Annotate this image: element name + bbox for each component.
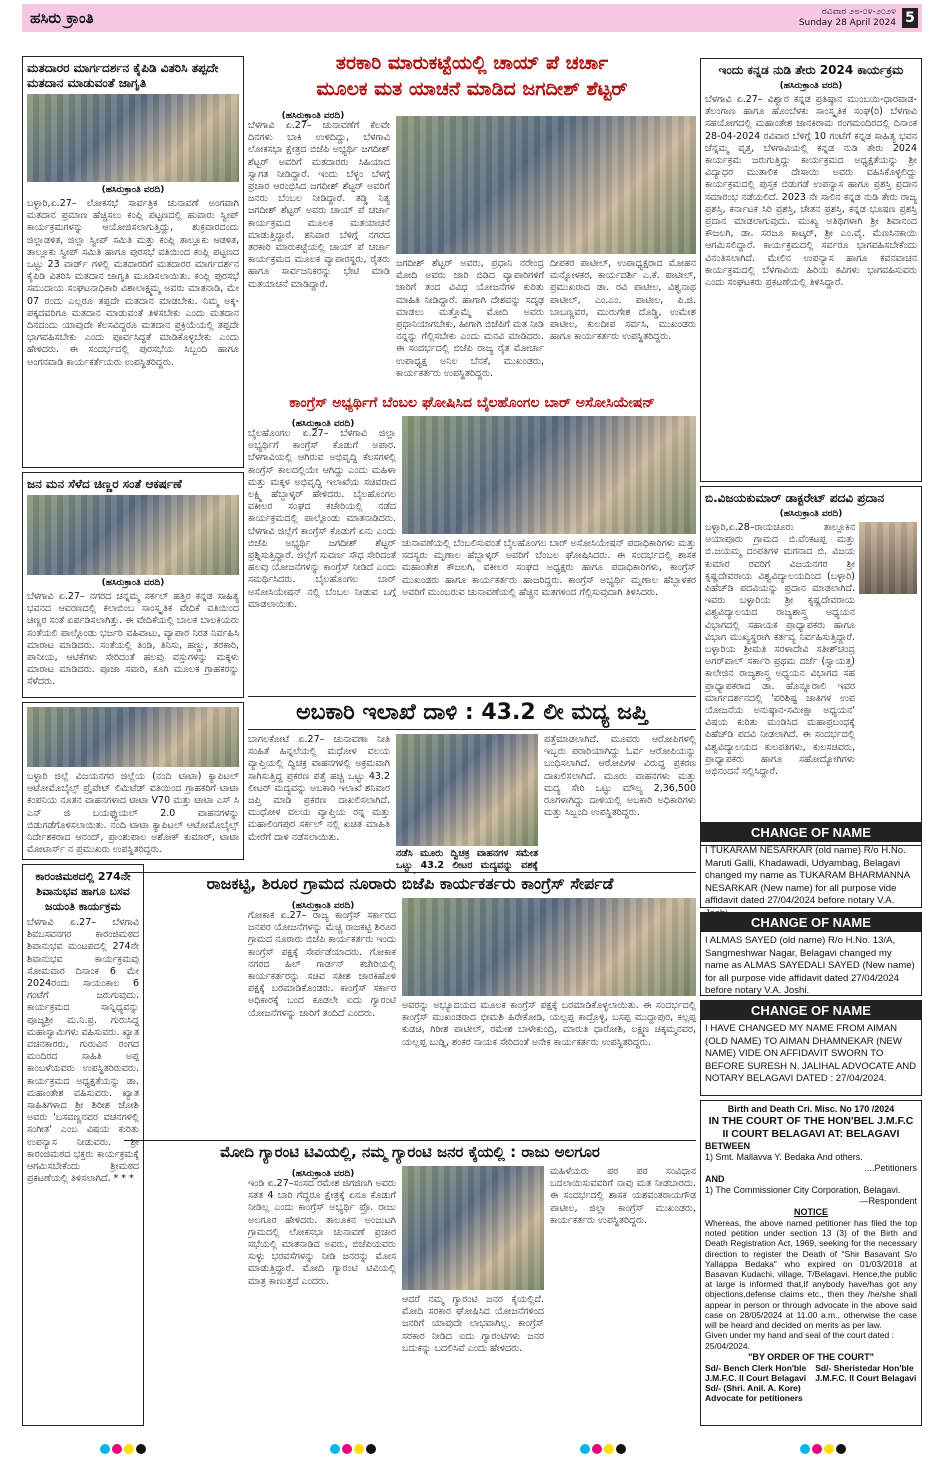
notice-2 (700, 912, 922, 996)
court-case-number: Birth and Death Cri. Misc. No 170 /2024 (727, 1104, 895, 1114)
notice-1 (700, 822, 922, 908)
congress-bar-body-left: ಬೈಲಹೊಂಗಲ ಏ.27– ಬೆಳಗಾವಿ ಜಿಲ್ಲಾ ಅಭ್ಯರ್ಥಿಗೆ ಕಾಂಗ್ರೆಸ್ ಕೊಡುಗೆ ಅಪಾರ. ಬೆಳಗಾವಿಯಲ್ಲಿ ಆಗಿರುವ ಅಭಿವೃದ್ಧಿ ಕೆಲಸಗಳಲ್ಲಿ ಕಾಂಗ್ರೆಸ್ ಕಾಲದಲ್ಲಿಯೇ ಆಗಿದ್ದು ಎಂದು ಮಹಿಳಾ ಮತ್ತು ಮಕ್ಕಳ ಅಭಿವೃದ್ಧಿ ಇಲಾಖೆಯ ಸಚಿವರಾದ ಲಕ್ಷ್ಮಿ ಹೆಬ್ಬಾಳ್ಕರ್ ಹೇಳಿದರು. ಬೈಲಹೊಂಗಲ ವಕೀಲರ ಸಂಘದ ಕಚೇರಿಯಲ್ಲಿ ನಡೆದ ಕಾರ್ಯಕ್ರಮದಲ್ಲಿ ಪಾಲ್ಗೊಂಡು ಮಾತನಾಡಿದರು. ಬೆಳಗಾವಿ ಜಿಲ್ಲೆಗೆ ಕಾಂಗ್ರೆಸ್ ಕೊಡುಗೆ ಏನು ಎಂದು ಬಿಜೆಪಿ ಅಭ್ಯರ್ಥಿ ಜಗದೀಶ್ ಶೆಟ್ಟರ್ ಪ್ರಶ್ನಿಸುತ್ತಿದ್ದಾರೆ. ಜಿಲ್ಲೆಗೆ ಸುವರ್ಣ ಸೌಧ ಸೇರಿದಂತೆ ಹಲವು ಯೋಜನೆಗಳನ್ನು ಕಾಂಗ್ರೆಸ್ ನೀಡಿದೆ ಎಂದು ಸಮರ್ಥಿಸಿದರು. ಬೈಲಹೊಂಗಲ ಬಾರ್ ಅಸೋಸಿಯೇಷನ್ ನಲ್ಲಿ ಬೆಂಬಲ ನೀಡುವ ಬಗ್ಗೆ ಮಾಡಲಾಯಿತು. (248, 428, 396, 610)
portrait-photo (859, 522, 917, 594)
court-notice-heading: NOTICE (793, 1207, 828, 1217)
byline: (ಹಸಿರುಕ್ರಾಂತಿ ವರದಿ) (281, 111, 345, 121)
registration-marks-left (100, 1444, 146, 1454)
notice-body: I HAVE CHANGED MY NAME FROM AIMAN (OLD NAME) TO AIMAN DHAMNEKAR (NEW NAME) VIDE ON AFFIDAVIT SWORN TO BEFORE SURESH N. JALIHAL ADVOCATE AND NOTARY BELAGAVI DATED : 27/04/2024. (705, 1023, 917, 1084)
congress-bar-headline: ಕಾಂಗ್ರೆಸ್ ಅಭ್ಯರ್ಥಿಗೆ ಬೆಂಬಲ ಘೋಷಿಸಿದ ಬೈಲಹೊಂಗಲ ಬಾರ್ ಅಸೋಸಿಯೇಷನ್ (289, 395, 655, 411)
article-body: ಬಳ್ಳಾರಿ,ಏ.28–ರಾಯಚೂರು ತಾಲ್ಲೂಕಿನ ಅಯಾಪೂರು ಗ್ರಾಮದ ಬಿ.ವೆಂಕಟಪ್ಪ ಮತ್ತು ಬಿ.ಜಯಮ್ಮ ದಂಪತಿಗಳ ಮಗನಾದ ಬಿ. ವಿಜಯ ಕುಮಾರ ರವರಿಗೆ ವಿಜಯನಗರ ಶ್ರೀ ಕೃಷ್ಣದೇವರಾಯ ವಿಶ್ವವಿದ್ಯಾಲಯದಿಂದ (ಬಳ್ಳಾರಿ) ಪಿಹೆಚ್‌ಡಿ ಪದವಿಯನ್ನು ಪ್ರದಾನ ಮಾಡಲಾಗಿದೆ. ಇವರು ಬಳ್ಳಾರಿಯ ಶ್ರೀ ಕೃಷ್ಣದೇವರಾಯ ವಿಶ್ವವಿದ್ಯಾಲಯದ ರಾಜ್ಯಶಾಸ್ತ್ರ ಅಧ್ಯಯನ ವಿಭಾಗದಲ್ಲಿ ಸಹಾಯಕ ಪ್ರಾಧ್ಯಾಪಕರು ಹಾಗೂ ವಿಭಾಗ ಮುಖ್ಯಸ್ಥರಾಗಿ ಕರ್ತವ್ಯ ನಿರ್ವಹಿಸುತ್ತಿದ್ದಾರೆ. ಬಳ್ಳಾರಿಯ ಶ್ರೀಮತಿ ಸರಳಾದೇವಿ ಸತೀಶ್‌ಚಂದ್ರ ಅಗರ್‌ವಾಲ್ ಸರ್ಕಾರಿ ಪ್ರಥಮ ದರ್ಜೆ (ಸ್ವಾಯತ್ತ) ಕಾಲೇಜಿನ ರಾಜ್ಯಶಾಸ್ತ್ರ ಅಧ್ಯಯನ ವಿಭಾಗದ ಸಹ ಪ್ರಾಧ್ಯಾಪಕರಾದ ಡಾ. ಹೊನ್ನೂರಾಲಿ ಇವರ ಮಾರ್ಗದರ್ಶನದಲ್ಲಿ 'ಪರಿಶಿಷ್ಟ ಜಾತಿಗಳ ಉಪ ಯೋಜನೆಯ ಅನುಷ್ಠಾನ-ಸಮೀಕ್ಷಾ ಅಧ್ಯಯನ' ವಿಷಯ ಕುರಿತು ಮಂಡಿಸಿದ ಮಹಾಪ್ರಬಂಧಕ್ಕೆ ಪಿಹೆಚ್‌ಡಿ ಪದವಿ ನೀಡಲಾಗಿದೆ. ಈ ಸಂದರ್ಭದಲ್ಲಿ ವಿಶ್ವವಿದ್ಯಾಲಯದ ಕುಲಪತಿಗಳು, ಕುಲಸಚಿವರು, ಪ್ರಾಧ್ಯಾಪಕರು ಹಾಗೂ ಸಹೋದ್ಯೋಗಿಗಳು ಅಭಿನಂದನೆ ಸಲ್ಲಿಸಿದ್ದಾರೆ. (705, 522, 855, 778)
lead-headline-line1: ತರಕಾರಿ ಮಾರುಕಟ್ಟೆಯಲ್ಲಿ ಚಾಯ್ ಪೆ ಚರ್ಚಾ (335, 52, 609, 74)
article-voter-guide (22, 56, 244, 468)
notice-body: I ALMAS SAYED (old name) R/o H.No. 13/A, Sangmeshwar Nagar, Belagavi changed my name as ALMAS SAYEDALI SAYED (New name) for all purpose vide affidavit dated 27/04/2024 before notary V.A. Joshi. (705, 935, 915, 996)
modi-headline: ಮೋದಿ ಗ್ಯಾರಂಟಿ ಟಿವಿಯಲ್ಲಿ, ನಮ್ಮ ಗ್ಯಾರಂಟಿ ಜನರ ಕೈಯಲ್ಲಿ : ರಾಜು ಅಲಗೂರ (124, 1140, 696, 1163)
court-notice-body: Whereas, the above named petitioner has filed the top noted petition under section 13 (3) of the Birth and Death Registration Act, 1969, seeking for the necessary direction to register the Death of "Shir Basavant S/o Yallappa Bedaka" who expired on 01/03/2018 at Basavan Kudachi, village, T/Belagavi. Hence,the public at large is informed that,If anybody have/has got any objections,defense claims etc., then they /he/she shall appear in person or through advocate in the above said case on 28/05/2024 at 11.00 a.m., otherwise the case will be heard and decided on merits as per law. (705, 1218, 917, 1331)
byline: (ಹಸಿರುಕ್ರಾಂತಿ ವರದಿ) (779, 81, 843, 91)
court-signature-sheristedar: Sd/- Sheristedar Hon'ble J.M.F.C. II Court Belagavi (815, 1363, 917, 1384)
article-doctorate (700, 486, 922, 846)
lead-body-b: ಜಗದೀಶ್ ಶೆಟ್ಟರ್ ಅವರು, ಪ್ರಧಾನಿ ನರೇಂದ್ರ ಮೋದಿ ಅವರು ಜಾರಿ ಬಿಡಿದ ವ್ಯಾಪಾರಿಗಳಿಗೆ ಜಾರಿಗೆ ತಂದ ವಿವಿಧ ಯೋಜನೆಗಳ ಕುರಿತು ಮಾಹಿತಿ ನೀಡಿದ್ದಾರೆ. ಹಾಗಾಗಿ ದೇಶವನ್ನು ಸದೃಢ ಮಾಡಲು ಮತ್ತೊಮ್ಮೆ ಮೋದಿ ಅವರು ಪ್ರಧಾನಿಯಾಗಬೇಕು, ಹೀಗಾಗಿ ಬಿಜೆಪಿಗೆ ಮತ ನೀಡಿ ನನ್ನನ್ನು ಗೆಲ್ಲಿಸಬೇಕು ಎಂದು ಮನವಿ ಮಾಡಿದರು. ಈ ಸಂದರ್ಭದಲ್ಲಿ ಬಿಜೆಪಿ ರಾಜ್ಯ ರೈತ ಮೋರ್ಚಾ ಉಪಾಧ್ಯಕ್ಷ ಅನಿಲ ಬೆನಕೆ, ಮುಖಂಡರು, ಕಾರ್ಯಕರ್ತರು ಉಪಸ್ಥಿತರಿದ್ದರು. (396, 258, 544, 379)
lead-headline-line2: ಮೂಲಕ ಮತ ಯಾಚನೆ ಮಾಡಿದ ಜಗದೀಶ್ ಶೆಟ್ಟರ್ (316, 78, 628, 100)
article-photo (27, 495, 239, 575)
court-given-line: Given under my hand and seal of the court dated : 25/04/2024. (705, 1330, 895, 1352)
notice-title: CHANGE OF NAME (701, 823, 921, 842)
article-photo (27, 707, 239, 767)
excise-caption: ನಡೆಸಿ ಮೂರು ದ್ವಿಚಕ್ರ ವಾಹನಗಳ ಸಮೇತ ಒಟ್ಟು 43.2 ಲೀಟರ ಮದ್ಯವನ್ನು ವಶಕ್ಕೆ (396, 848, 538, 872)
court-signature-bench-clerk: Sd/- Bench Clerk Hon'ble J.M.F.C. II Court Belagavi (705, 1363, 807, 1384)
excise-headline: ಅಬಕಾರಿ ಇಲಾಖೆ ದಾಳಿ : 43.2 ಲೀ ಮದ್ಯ ಜಪ್ತಿ (248, 696, 696, 730)
lead-photo (396, 116, 696, 254)
excise-body-right: ಪತ್ತೆಮಾಡಲಾಗಿದೆ. ಮೂವರು ಆರೋಪಿಗಳಲ್ಲಿ ಇಬ್ಬರು ಪರಾರಿಯಾಗಿದ್ದು ಓರ್ವ ಆರೋಪಿಯನ್ನು ಬಂಧಿಸಲಾಗಿದೆ. ಆರೋಪಿಗಳ ವಿರುದ್ಧ ಪ್ರಕರಣ ದಾಖಲಿಸಲಾಗಿದೆ. ಮೂರು ವಾಹನಗಳು ಮತ್ತು ಮದ್ಯ ಸೇರಿ ಒಟ್ಟು ಮೌಲ್ಯ 2,36,500 ರೂಗಳಾಗಿದ್ದು ದಾಳಿಯಲ್ಲಿ ಅಬಕಾರಿ ಅಧಿಕಾರಿಗಳು ಮತ್ತು ಸಿಬ್ಬಂದಿ ಉಪಸ್ಥಿತರಿದ್ದರು. (544, 734, 696, 819)
raibag-headline: ರಾಜಕಟ್ಟಿ, ಶಿರೂರ ಗ್ರಾಮದ ನೂರಾರು ಬಿಜೆಪಿ ಕಾರ್ಯಕರ್ತರು ಕಾಂಗ್ರೆಸ್ ಸೇರ್ಪಡೆ (124, 872, 696, 895)
court-between: BETWEEN (705, 1141, 750, 1151)
raibag-body-right: ಅವರನ್ನು ಅಭ್ಯೂದಯದ ಮೂಲಕ ಕಾಂಗ್ರೆಸ್ ಪಕ್ಷಕ್ಕೆ ಬರಮಾಡಿಕೊಳ್ಳಲಾಯಿತು. ಈ ಸಂದರ್ಭದಲ್ಲಿ ಕಾಂಗ್ರೆಸ್ ಮುಖಂಡರಾದ ಭೀಮಶಿ ಹಿರೇಕೋಡಿ, ಯಲ್ಲಪ್ಪ ಕಾದ್ರೊಳ್ಳಿ, ಬಸಪ್ಪ ಮುದ್ದಾಪುರ, ಕಲ್ಲಪ್ಪ ಕುಡಚಿ, ಗಿರೀಶ ಪಾಟೀಲ್, ರಮೇಶ ಬಾಳೇಕುಂದ್ರಿ, ಮಾರುತಿ ಧಾರೋಶಿ, ಲಕ್ಷ್ಮಣ ಚಿಕ್ಕಮ್ಮನವರ, ಯಲ್ಲಪ್ಪ ಬುಡ್ನಿ, ಶಂಕರ ನಾಯಕ ಸೇರಿದಂತೆ ಅನೇಕ ಕಾರ್ಯಕರ್ತರು ಉಪಸ್ಥಿತರಿದ್ದರು. (402, 1000, 696, 1048)
left-column (22, 36, 244, 1426)
article-children-market (22, 472, 244, 698)
court-order-line: "BY ORDER OF THE COURT" (748, 1352, 874, 1363)
excise-body-left: ಬಾಗಲಕೋಟೆ ಏ.27– ಚುನಾವಣಾ ನೀತಿ ಸಂಹಿತೆ ಹಿನ್ನಲೆಯಲ್ಲಿ ಮಧೋಳ ವಲಯ ವ್ಯಾಪ್ತಿಯಲ್ಲಿ ದ್ವಿಚಕ್ರ ವಾಹನಗಳಲ್ಲಿ ಅಕ್ರಮವಾಗಿ ಸಾಗಿಸುತ್ತಿದ್ದ ಪ್ರಕರಣ ಪತ್ತೆ ಹಚ್ಚಿ ಒಟ್ಟು 43.2 ಲೀಟರ್ ಮದ್ಯವನ್ನು ಅಬಕಾರಿ ಇಲಾಖೆ ಶನಿವಾರ ಜಪ್ತಿ ಮಾಡಿ ಪ್ರಕರಣ ದಾಖಲಿಸಲಾಗಿದೆ. ಮುಧೋಳ ವಲಯ ವ್ಯಾಪ್ತಿಯ ರನ್ನ ಮತ್ತು ಮಹಾಲಿಂಗಪುರ ಸರ್ಕಲ್ ನಲ್ಲಿ ಖಚಿತ ಮಾಹಿತಿ ಮೇರೆಗೆ ದಾಳಿ ನಡೆಸಲಾಯಿತು. (248, 734, 390, 843)
date-english: Sunday 28 April 2024 (798, 18, 896, 28)
byline: (ಹಸಿರುಕ್ರಾಂತಿ ವರದಿ) (291, 1169, 355, 1179)
article-title: ಮತದಾರರ ಮಾರ್ಗದರ್ಶನ ಕೈಪಿಡಿ ವಿತರಿಸಿ ತಪ್ಪದೇ ಮತದಾನ ಮಾಡುವಂತೆ ಜಾಗೃತಿ (27, 61, 219, 90)
article-title: ಇಂದು ಕನ್ನಡ ನುಡಿ ತೇರು 2024 ಕಾರ್ಯಕ್ರಮ (718, 63, 904, 77)
modi-body-right: ಮಹಿಳೆಯರು ಪರ ಪರ ಸಂವಿಧಾನ ಬದಲಾಯಿಸುವವರಿಗೆ ನಾವು ಮತ ನೀಡಬಾರದು. ಈ ಸಂದರ್ಭದಲ್ಲಿ ಶಾಸಕ ಯಶವಂತರಾಯಗೌಡ ಪಾಟೀಲ, ಜಿಲ್ಲಾ ಕಾಂಗ್ರೆಸ್ ಮುಖಂಡರು, ಕಾರ್ಯಕರ್ತರು ಉಪಸ್ಥಿತರಿದ್ದರು. (550, 1166, 696, 1226)
article-title: ಬಿ.ವಿಜಯಕುಮಾರ್ ಡಾಕ್ಟರೇಟ್ ಪದವಿ ಪ್ರದಾನ (705, 491, 885, 505)
court-signatures (705, 1363, 917, 1383)
article-title: ಜನ ಮನ ಸೆಳೆದ ಚಿಣ್ಣರ ಸಂತೆ ಆಕರ್ಷಣೆ (27, 477, 182, 491)
raibag-body-left: ಗೋಕಾಕ ಏ.27– ರಾಜ್ಯ ಕಾಂಗ್ರೆಸ್ ಸರ್ಕಾರದ ಜನಪರ ಯೋಜನೆಗಳನ್ನು ಮೆಚ್ಚಿ ರಾಜಕಟ್ಟಿ ಶಿರೂರ ಗ್ರಾಮದ ನೂರಾರು ಬಿಜೆಪಿ ಕಾರ್ಯಕರ್ತರು ಇಂದು ಕಾಂಗ್ರೆಸ್ ಪಕ್ಷಕ್ಕೆ ಸೇರ್ಪಡೆಯಾದರು. ಗೋಕಾಕ ನಗರದ ಹಿಲ್ ಗಾರ್ಡನ್ ಕಚೇರಿಯಲ್ಲಿ ಕಾರ್ಯಕರ್ತರನ್ನು ಸಚಿವ ಸತೀಶ ಜಾರಕಿಹೊಳಿ ಪಕ್ಷಕ್ಕೆ ಬರಮಾಡಿಕೊಂಡರು. ಕಾಂಗ್ರೆಸ್ ಸರ್ಕಾರ ಅಧಿಕಾರಕ್ಕೆ ಬಂದ ಕೂಡಲೇ ಐದು ಗ್ಯಾರಂಟಿ ಯೋಜನೆಗಳನ್ನು ಜಾರಿಗೆ ತಂದಿದೆ ಎಂದರು. (248, 910, 396, 1019)
court-notice (700, 1100, 922, 1426)
congress-bar-body-right: ಚುನಾವಣೆಯಲ್ಲಿ ಬೆಂಬಲಿಸುವಂತೆ ಬೈಲಹೊಂಗಲ ಬಾರ್ ಅಸೋಸಿಯೇಷನ್ ಪದಾಧಿಕಾರಿಗಳು ಮತ್ತು ಸದಸ್ಯರು ಮೃಣಾಲ ಹೆಬ್ಬಾಳ್ಕರ್ ಅವರಿಗೆ ಬೆಂಬಲ ಘೋಷಿಸಿದರು. ಈ ಸಂದರ್ಭದಲ್ಲಿ ಶಾಸಕ ಮಹಾಂತೇಶ ಕೌಜಲಗಿ, ವಕೀಲರ ಸಂಘದ ಅಧ್ಯಕ್ಷರು ಹಾಗೂ ಪದಾಧಿಕಾರಿಗಳು, ಕಾಂಗ್ರೆಸ್ ಮುಖಂಡರು ಹಾಗೂ ಕಾರ್ಯಕರ್ತರು ಹಾಜರಿದ್ದರು. ಕಾಂಗ್ರೆಸ್ ಅಭ್ಯರ್ಥಿ ಮೃಣಾಲ ಹೆಬ್ಬಾಳಕರ ಅವರಿಗೆ ಮುಂಬರುವ ಚುನಾವಣೆಯಲ್ಲಿ ಹೆಚ್ಚಿನ ಮತಗಳಿಂದ ಗೆಲ್ಲಿಸುವುದಾಗಿ ತಿಳಿಸಿದರು. (402, 538, 696, 598)
article-body: ಬಳ್ಳಾರಿ ಜಿಲ್ಲೆ ವಿಜಯನಗರ ಜಿಲ್ಲೆಯ (ನಂದಿ ಟಾಟಾ) ಕ್ಯಾಪಿಟಲ್ ಆಟೋಮೊಬೈಲ್ಸ್ ಪ್ರೈವೇಟ್ ಲಿಮಿಟೆಡ್ ವತಿಯಿಂದ ಗ್ರಾಹಕರಿಗೆ ಟಾಟಾ ಕಂಪನಿಯ ನೂತನ ವಾಹನಗಳಾದ ಟಾಟಾ V70 ಮತ್ತು ಟಾಟಾ ಎಸ್ ಸಿ ಎನ್ ಜಿ ಬಯಫ್ಯುಯಲ್ 2.0 ವಾಹನಗಳನ್ನು ಬಿಡುಗಡೆಗೊಳಿಸಲಾಯಿತು. ನಂದಿ ಟಾಟಾ ಕ್ಯಾಪಿಟಲ್ ಆಟೋಮೊಬೈಲ್ಸ್ ನಿರ್ದೇಶಕರಾದ ಆನಂದ್, ಪ್ರಾಂಶುಪಾಲ ಅಶೋಕ್ ಕುಮಾರ್, ಟಾಟಾ ಮೋಟಾರ್ಸ್ ನ ಪ್ರಮುಖರು ಉಪಸ್ಥಿತರಿದ್ದರು. (27, 771, 239, 855)
congress-bar-photo (402, 416, 696, 534)
article-title: ಕಾರಂಜಿಮಠದಲ್ಲಿ 274ನೇ ಶಿವಾನುಭವ ಹಾಗೂ ಬಸವ ಜಯಂತಿ ಕಾರ್ಯಕ್ರಮ (35, 870, 131, 913)
center-section (206, 36, 696, 1426)
article-body: ಬೆಳಗಾವಿ ಏ.27– ಬೆಳಗಾವಿ ಶಿವಬಸವನಗರ ಕಾರಂಜಿಮಠದ ಶಿವಾನುಭವ ಮಂಟಪದಲ್ಲಿ 274ನೇ ಶಿವಾನುಭವ ಕಾರ್ಯಕ್ರಮವು ಸೋಮವಾರ ದಿನಾಂಕ 6 ಮೇ 2024ರಂದು ಸಾಯಂಕಾಲ 6 ಗಂಟೆಗೆ ಜರುಗುವುದು. ಕಾರ್ಯಕ್ರಮದ ಸಾನ್ನಿಧ್ಯವನ್ನು ಪೂಜ್ಯಶ್ರೀ ಮ.ನಿ.ಪ್ರ. ಗುರುಸಿದ್ಧ ಮಹಾಸ್ವಾಮಿಗಳು ವಹಿಸುವರು. ಖ್ಯಾತ ವಚನಕಾರರು, ಗುರುವಿನ ರಂಗದ ಮಂದಿರದ ಸಾಹಿತಿ ಅಪ್ಪ ಕಾಂಬಳೆಯವರು ಉಪಸ್ಥಿತರಿರುವರು. ಕಾರ್ಯಕ್ರಮದ ಅಧ್ಯಕ್ಷತೆಯನ್ನು ಡಾ. ಮಹಾಂತೇಶ ವಹಿಸುವರು. ಖ್ಯಾತ ಸಾಹಿತಿಗಳಾದ ಶ್ರೀ ಶಿರೀಶ ಜೋಶಿ ಅವರು 'ಬಸವಣ್ಣನವರ ವಚನಗಳಲ್ಲಿ ಸಂಗೀತ' ಎಂಬ ವಿಷಯ ಕುರಿತು ಉಪನ್ಯಾಸ ನೀಡುವರು. ಶ್ರೀ ಕಾರಂಜಿಮಠದ ಭಕ್ತರು ಕಾರ್ಯಕ್ರಮಕ್ಕೆ ಆಗಮಿಸಬೇಕೆಂದು ಶ್ರೀಮಠದ ಪ್ರಕಟಣೆಯಲ್ಲಿ ತಿಳಿಸಲಾಗಿದೆ. * * * (27, 917, 139, 1185)
byline: (ಹಸಿರುಕ್ರಾಂತಿ ವರದಿ) (101, 578, 165, 588)
masthead-date (799, 7, 896, 29)
lead-body-a: ಬೆಳಗಾವಿ ಏ.27– ಚುನಾವಣೆಗೆ ಕೆಲವೇ ದಿನಗಳು ಬಾಕಿ ಉಳಿದಿದ್ದು, ಬೆಳಗಾವಿ ಲೋಕಸಭಾ ಕ್ಷೇತ್ರದ ಬಿಜೆಪಿ ಅಭ್ಯರ್ಥಿ ಜಗದೀಶ್ ಶೆಟ್ಟರ್ ಅವರಿಗೆ ಮತದಾರರು ಸಿಹಿಯಾದ ಸ್ವಾಗತ ನೀಡಿದ್ದಾರೆ. ಇಂದು ಬೆಳ್ಳಂ ಬೆಳಗ್ಗೆ ಪ್ರಚಾರ ಆರಂಭಿಸಿದ ಜಗದೀಶ್ ಶೆಟ್ಟರ್ ಅವರಿಗೆ ಜನರು ಬೆಂಬಲ ನೀಡಿದ್ದಾರೆ. ತಡ್ಡಿ ನಿತ್ಯ ಜಗದೀಶ್ ಶೆಟ್ಟರ್ ಅವರು ಚಾಯ್ ಪೆ ಚರ್ಚಾ ಕಾರ್ಯಕ್ರಮದ ಮೂಲಕ ಮತಯಾಚನೆ ಮಾಡುತ್ತಿದ್ದಾರೆ. ಶನಿವಾರ ಬೆಳಿಗ್ಗೆ ನಗರದ ತರಕಾರಿ ಮಾರುಕಟ್ಟೆಯಲ್ಲಿ ಚಾಯ್ ಪೆ ಚರ್ಚಾ ಕಾರ್ಯಕ್ರಮದ ಮೂಲಕ ವ್ಯಾಪಾರಸ್ಥರು, ರೈತರು ಹಾಗೂ ಸಾರ್ವಜನಿಕರನ್ನು ಭೇಟಿ ಮಾಡಿ ಮತಯಾಚನೆ ಮಾಡಿದ್ದಾರೆ. (248, 120, 390, 290)
right-column (700, 36, 922, 1426)
article-kannada-nudi (700, 58, 922, 482)
court-and: AND (705, 1174, 725, 1184)
notice-title: CHANGE OF NAME (701, 913, 921, 932)
page-number: 5 (902, 8, 918, 28)
registration-marks-right (800, 1444, 846, 1454)
modi-body-mid: ಆದರೆ ನಮ್ಮ ಗ್ಯಾರಂಟಿ ಜನರ ಕೈಯಲ್ಲಿದೆ. ಮೋದಿ ಸರಕಾರ ಘೋಷಿಸಿದ ಯೋಜನೆಗಳಿಂದ ಜನರಿಗೆ ಯಾವುದೇ ಲಾಭವಾಗಿಲ್ಲ. ಕಾಂಗ್ರೆಸ್ ಸರಕಾರ ನೀಡಿದ ಐದು ಗ್ಯಾರಂಟಿಗಳು ಜನರ ಬದುಕನ್ನು ಬದಲಿಸಿವೆ ಎಂದು ಹೇಳಿದರು. (402, 1294, 544, 1354)
byline: (ಹಸಿರುಕ್ರಾಂತಿ ವರದಿ) (101, 185, 165, 195)
court-petitioners: ....Petitioners (864, 1163, 917, 1173)
raibag-photo (402, 898, 696, 996)
notice-body: I TUKARAM NESARKAR (old name) R/o H.No. Maruti Galli, Khadawadi, Udyambag, Belagavi changed my name as TUKARAM BHARMANNA NESARKAR (New name) for all purpose vide affidavit dated 27/04/2024 before notary V.A. (705, 845, 910, 906)
article-body: ಬಳ್ಳಾರಿ,ಏ.27– ಲೋಕಸಭೆ ಸಾರ್ವತ್ರಿಕ ಚುನಾವಣೆ ಅಂಗವಾಗಿ ಮತದಾನ ಪ್ರಮಾಣ ಹೆಚ್ಚಿಸಲು ಕಂಪ್ಲಿ ಪಟ್ಟಣದಲ್ಲಿ ಹುವಾರು ಸ್ವೀಪ್ ಕಾರ್ಯಕ್ರಮಗಳನ್ನು ಆಯೋಜಿಸಲಾಗುತ್ತಿದ್ದು, ಶುಕ್ರವಾರದಂದು ಜಿಲ್ಲಾಡಳಿತ, ಜಿಲ್ಲಾ ಸ್ವೀಪ್ ಸಮಿತಿ ಮತ್ತು ಕಂಪ್ಲಿ ತಾಲ್ಲೂಕು ಆಡಳಿತ, ತಾಲ್ಲೂಕು ಸ್ವೀಪ್ ಸಮಿತಿ ಹಾಗೂ ಪುರಸಭೆ ವತಿಯಿಂದ ಕಂಪ್ಲಿ ಪಟ್ಟಣದ ಒಟ್ಟು 23 ವಾರ್ಡ್ ಗಳಲ್ಲಿ ಮತದಾರರಿಗೆ ಮತದಾರರ ಮಾರ್ಗದರ್ಶನ ಕೈಪಿಡಿ ವಿತರಿಸಿ ಮತದಾನ ಜಾಗೃತಿ ಮೂಡಿಸಲಾಯಿತು. ಕಂಪ್ಲಿ ಪುರಸಭೆ ಸಮುದಾಯ ಸಂಘಟನಾಧಿಕಾರಿ ವಿಶಾಲಾಕ್ಷ್ಮಮ್ಮ ಅವರು ಮಾತನಾಡಿ, ಮೇ 07 ರಂದು ಎಲ್ಲರೂ ತಪ್ಪದೇ ಮತದಾನ ಮಾಡಬೇಕು. ನಿಮ್ಮ ಅಕ್ಕ-ಪಕ್ಕದವರಿಗೂ ಮತದಾನ ಮಾಡುವಂತೆ ತಿಳಿಸಬೇಕು ಎಂದು ಮತದಾನ ದಿನದಂದು ಯಾವುದೇ ಕೆಲಸವಿದ್ದರೂ ಮತದಾನ ಪ್ರಕ್ರಿಯೆಯಲ್ಲಿ ತಪ್ಪದೇ ಭಾಗವಹಿಸಬೇಕು ಎಂದು ಪೂರ್ವಸಿದ್ಧತೆ ಮಾಡಿಕೊಳ್ಳಬೇಕು ಎಂದು ಹೇಳಿದರು. ಈ ಸಂದರ್ಭದಲ್ಲಿ ಪುರಸಭೆಯ ಸಿಬ್ಬಂದಿ ಹಾಗೂ ಅಂಗನವಾಡಿ ಕಾರ್ಯಕರ್ತೆಯರು ಉಪಸ್ಥಿತರಿದ್ದರು. (27, 198, 239, 368)
article-tata-vehicles (22, 702, 244, 860)
article-body: ಬೆಳಗಾವಿ ಏ.27– ವಿಶ್ವಾರ ಕನ್ನಡ ಪ್ರತಿಷ್ಠಾನ ಮುಂಬಯಿ-ಧಾರವಾಡ-ತೆಲಂಗಾಣ ಹಾಗೂ ಹೊಂಬೆಳಕು ಸಾಂಸ್ಕೃತಿಕ ಸಂಘ(ರಿ) ಬೆಳಗಾವಿ ಸಹಯೋಗದಲ್ಲಿ ಮಹಾಂತೇಶ ಜಾನಕಿರಾಮ ರಂಗಮಂದಿರದಲ್ಲಿ ದಿನಾಂಕ 28-04-2024 ರವಿವಾರ ಬೆಳಿಗ್ಗೆ 10 ಗಂಟೆಗೆ ಕನ್ನಡ ಸಾಹಿತ್ಯ ಭವನ ಚೆನ್ನಮ್ಮ ವೃತ್ತ, ಬೆಳಗಾವಿಯಲ್ಲಿ ಕನ್ನಡ ನುಡಿ ತೇರು 2024 ಕಾರ್ಯಕ್ರಮ ಜರುಗುತ್ತಿದ್ದು ಕಾರ್ಯಕ್ರಮದ ಅಧ್ಯಕ್ಷತೆಯನ್ನು ಶ್ರೀ ವಿದ್ಯಾಧರ ಮುತಾಲಿಕ ದೇಸಾಯಿ ಅವರು ವಹಿಸಿಕೊಳ್ಳಲಿದ್ದು ಕಾರ್ಯಕ್ರಮದಲ್ಲಿ ಪುಸ್ತಕ ಬಿಡುಗಡೆ ಉಪನ್ಯಾಸ ಹಾಗೂ ಪ್ರಶಸ್ತಿ ಪ್ರದಾನ ಸಮಾರಂಭ ನಡೆಯಲಿದೆ. 2023 ನೇ ಸಾಲಿನ ಕನ್ನಡ ನುಡಿ ತೇರು ರಾಜ್ಯ ಪ್ರಶಸ್ತಿ, ಕರ್ನಾಟಕ ಸಿರಿ ಪ್ರಶಸ್ತಿ, ಚೇತನ ಪ್ರಶಸ್ತಿ, ಕನ್ನಡ ಭೂಷಣ ಪ್ರಶಸ್ತಿ ಪ್ರದಾನ ಮಾಡಲಾಗುವುದು. ಮುಖ್ಯ ಅತಿಥಿಗಳಾಗಿ ಶ್ರೀ ಶಿವಾನಂದ ಕೌಜಲಗಿ, ಡಾ. ಸರಜೂ ಕಾಟ್ಕರ್, ಶ್ರೀ ಎಂ.ವೈ. ಮೆಣಸಿನಕಾಯಿ ಆಗಮಿಸಲಿದ್ದಾರೆ. ಕಾರ್ಯಕ್ರಮದಲ್ಲಿ ಸರ್ವರೂ ಭಾಗವಹಿಸಬೇಕೆಂದು ವಿನಂತಿಸಲಾಗಿದೆ. ಮೇಲಿನ ಉಪನ್ಯಾಸ ಹಾಗೂ ಕವನವಾಚನ ಕಾರ್ಯಕ್ರಮದಲ್ಲಿ ಬೆಳಗಾವಿಯ ಹಿರಿಯ ಕವಿಗಳು ಭಾಗವಹಿಸುವರು ಎಂದು ಸಂಘಟಕರು ಪ್ರಕಟಣೆಯಲ್ಲಿ ತಿಳಿಸಿದ್ದಾರೆ. (705, 94, 917, 289)
court-party1: 1) Smt. Mallavva Y. Bedaka And others. (705, 1152, 863, 1162)
court-respondent: —Respondent (859, 1196, 917, 1206)
lead-headline (248, 50, 696, 102)
article-photo (27, 94, 239, 182)
article-body: ಬೆಳಗಾವಿ ಏ.27– ನಗರದ ಚನ್ನಮ್ಮ ಸರ್ಕಲ್ ಹತ್ತಿರ ಕನ್ನಡ ಸಾಹಿತ್ಯ ಭವನದ ಆವರಣದಲ್ಲಿ ಕಲಾಬಿಂಬ ಸಾಂಸ್ಕೃತಿಕ ವೇದಿಕೆ ವತಿಯಿಂದ ಚಿಣ್ಣರ ಸಂತೆ ಏರ್ಪಡಿಸಲಾಗಿತ್ತು. ಈ ವೇದಿಕೆಯಲ್ಲಿ ಬಾಲಕ ಬಾಲಕಿಯರು ಸಂತೆಯಲಿ ಪಾಲ್ಗೊಂಡು ಭರ್ಜರಿ ವಹಿವಾಟು, ವ್ಯಾಪಾರ ನಿರತ ನಿರ್ವಹಿಸಿ ಮಾರಾಟ ಮಾಡಿದರು. ಸಂತೆಯಲ್ಲಿ ತಿಂಡಿ, ತಿನಿಸು, ಹಣ್ಣು, ತರಕಾರಿ, ಪಾನೀಯ, ಆಟಿಕೆಗಳು ಸೇರಿದಂತೆ ಹಲವು ವಸ್ತುಗಳನ್ನು ಮಕ್ಕಳು ಮಾರಾಟ ಮಾಡಿದರು. ಪೂಜಾ ಸವಾರಿ, ಕೂಗಿ ಮೂಲಕ ಗ್ರಾಹಕರನ್ನು ಸೆಳೆದರು. (27, 591, 239, 688)
court-signature-advocate: Sd/- (Shri. Anil. A. Kore) Advocate for petitioners (705, 1383, 803, 1404)
modi-body-left: ಇಂಡಿ ಏ.27–ಸಂಸದ ರಮೇಶ ಜಿಗಜಿಣಗಿ ಅವರು ಸತತ 4 ಬಾರಿ ಗೆದ್ದರೂ ಕ್ಷೇತ್ರಕ್ಕೆ ಏನೂ ಕೊಡುಗೆ ನೀಡಿಲ್ಲ ಎಂದು ಕಾಂಗ್ರೆಸ್ ಅಭ್ಯರ್ಥಿ ಪ್ರೊ. ರಾಜು ಅಲಗೂರ ಹೇಳಿದರು. ತಾಲೂಕಿನ ಅಂಜುಟಗಿ ಗ್ರಾಮದಲ್ಲಿ ಲೋಕಸಭಾ ಚುನಾವಣೆ ಪ್ರಚಾರ ಸಭೆಯಲ್ಲಿ ಮಾತನಾಡಿದ ಅವರು, ಬಿಜೆಪಿಯವರು ಸುಳ್ಳು ಭರವಸೆಗಳನ್ನು ನೀಡಿ ಜನರನ್ನು ಮೋಸ ಮಾಡುತ್ತಿದ್ದಾರೆ. ಮೋದಿ ಗ್ಯಾರಂಟಿ ಟಿವಿಯಲ್ಲಿ ಮಾತ್ರ ಕಾಣುತ್ತದೆ ಎಂದರು. (248, 1178, 396, 1287)
registration-marks-center (330, 1444, 376, 1454)
lead-body-c: ದೀಪಕರ ಪಾಟೀಲ್, ಉಪಾಧ್ಯಕ್ಷರಾದ ಮೋಹನ ಮನ್ನೋಳಕರ, ಕಾರ್ಯದರ್ಶಿ ಎ.ಕೆ. ಪಾಟೀಲ್, ಪ್ರಮುಖರಾದ ಡಾ. ರವಿ ಪಾಟೀಲ, ವಿಶ್ವನಾಥ ಪಾಟೀಲ್, ಎಂ.ಎಂ. ಪಾಟೀಲ, ಪಿ.ಜಿ. ಬಾಬಣ್ಣವರ, ಮುರುಗೇಶ ದೊಡ್ಡಿ, ಉಮೇಶ ಪಾಟೀಲ, ಕುಲದೀಪ ಸರ್ವಸಿ, ಮುಖಂಡರು ಹಾಗೂ ಕಾರ್ಯಕರ್ತರು ಉಪಸ್ಥಿತರಿದ್ದರು. (550, 258, 696, 343)
court-party2: 1) The Commissioner City Corporation, Belagavi. (705, 1185, 901, 1195)
registration-marks-mid (580, 1444, 626, 1454)
date-kannada: ರವಿವಾರ ೨೮-೦೪-೨೦೨೪ (822, 7, 896, 17)
byline: (ಹಸಿರುಕ್ರಾಂತಿ ವರದಿ) (291, 419, 355, 429)
excise-photo (396, 734, 538, 846)
notice-title: CHANGE OF NAME (701, 1001, 921, 1020)
notice-3 (700, 1000, 922, 1096)
byline: (ಹಸಿರುಕ್ರಾಂತಿ ವರದಿ) (779, 509, 843, 519)
paper-name: ಹಸಿರು ಕ್ರಾಂತಿ (30, 9, 94, 27)
masthead (22, 4, 922, 32)
modi-photo (402, 1166, 544, 1290)
court-title: IN THE COURT OF THE HON'BEL J.M.F.C II COURT BELAGAVI AT: BELAGAVI (708, 1115, 914, 1140)
byline: (ಹಸಿರುಕ್ರಾಂತಿ ವರದಿ) (291, 901, 355, 911)
